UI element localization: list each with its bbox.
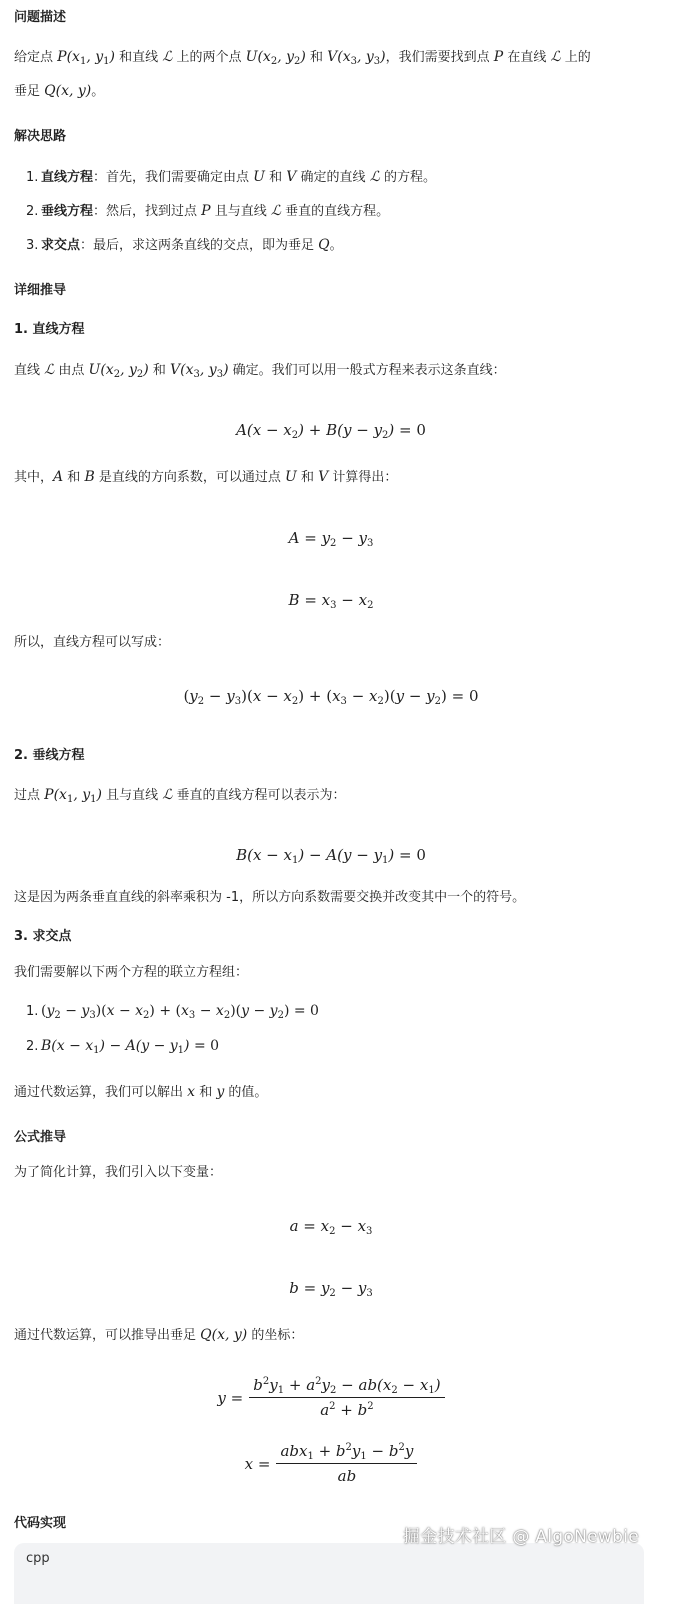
intersection-paragraph: 我们需要解以下两个方程的联立方程组：	[14, 965, 249, 980]
x-formula: x = $\frac{abx_1 + b^2y_1 - b^2y}{ab}$	[14, 1442, 648, 1485]
perpendicular-paragraph: 过点 $P(x_1$, $y_1$) 且与直线 ℒ 垂直的直线方程可以表示为：	[14, 787, 346, 805]
code-heading: 代码实现	[14, 1516, 67, 1531]
problem-paragraph-line-1: 给定点 $P(x_1$, $y_1$) 和直线 ℒ 上的两个点 $U(x_2$, $y_2$) 和 $V(x_3$, $y_3$)，我们需要找到点 P 在直线 ℒ 上的	[14, 49, 591, 67]
problem-text: 在直线	[507, 50, 547, 65]
problem-heading: 问题描述	[14, 10, 67, 25]
variable-b-equation: $b = y_2 - y_3$	[289, 1279, 373, 1299]
reason-paragraph: 这是因为两条垂直直线的斜率乘积为 -1，所以方向系数需要交换并改变其中一个的符号。	[14, 890, 526, 905]
problem-text: 。	[91, 84, 105, 99]
code-language-label: cpp	[26, 1551, 50, 1566]
problem-text: 给定点	[14, 50, 54, 65]
problem-paragraph-line-2: 垂足 Q(x, y)。	[14, 83, 105, 99]
solve-paragraph: 通过代数运算，我们可以解出 x 和 y 的值。	[14, 1084, 268, 1100]
y-formula: y = $\frac{b^2y_1 + a^2y_2 - ab(x_2 - x_1)}{a^2 + b^2}$	[14, 1376, 648, 1419]
problem-text: 上的两个点	[176, 50, 242, 65]
coefficient-a-equation: $A = y_2 - y_3$	[288, 529, 374, 549]
line-equation-heading: 1. 直线方程	[14, 322, 85, 337]
system-equation-2: 2. $B(x - x_1) - A(y - y_1) = 0$	[26, 1038, 220, 1056]
coefficient-paragraph: 其中，A 和 B 是直线的方向系数，可以通过点 U 和 V 计算得出：	[14, 469, 398, 485]
formula-derivation-heading: 公式推导	[14, 1130, 67, 1145]
derive-paragraph: 通过代数运算，可以推导出垂足 Q(x, y) 的坐标：	[14, 1327, 304, 1343]
variable-a-equation: $a = x_2 - x_3$	[289, 1217, 373, 1237]
problem-text: 上的	[564, 50, 591, 65]
simplify-paragraph: 为了简化计算，我们引入以下变量：	[14, 1165, 223, 1180]
problem-text: 和	[309, 50, 323, 65]
approach-item-3: 3. 求交点：最后，求这两条直线的交点，即为垂足 Q。	[26, 237, 343, 253]
perpendicular-heading: 2. 垂线方程	[14, 748, 85, 763]
line-general-equation: $A(x - x_2) + B(y - y_2) = 0$	[236, 421, 426, 441]
approach-heading: 解决思路	[14, 129, 67, 144]
perpendicular-equation: $B(x - x_1) - A(y - y_1) = 0$	[236, 846, 426, 866]
so-paragraph: 所以，直线方程可以写成：	[14, 635, 171, 650]
system-equation-1: 1. $(y_2 - y_3)(x - x_2) + (x_3 - x_2)(y - y_2) = 0$	[26, 1003, 319, 1021]
problem-text: 和直线	[119, 50, 159, 65]
approach-item-1: 1. 直线方程：首先，我们需要确定由点 U 和 V 确定的直线 ℒ 的方程。	[26, 169, 436, 185]
line-expanded-equation: $(y_2 - y_3)(x - x_2) + (x_3 - x_2)(y - y_2) = 0$	[183, 687, 479, 707]
problem-text: 垂足	[14, 84, 41, 99]
coefficient-b-equation: $B = x_3 - x_2$	[288, 591, 374, 611]
intersection-heading: 3. 求交点	[14, 929, 72, 944]
problem-text: ，我们需要找到点	[385, 50, 490, 65]
line-equation-paragraph: 直线 ℒ 由点 $U(x_2$, $y_2$) 和 $V(x_3$, $y_3$) 确定。我们可以用一般式方程来表示这条直线：	[14, 362, 506, 380]
watermark: 掘金技术社区 @ AlgoNewbie	[402, 1527, 639, 1547]
approach-item-2: 2. 垂线方程：然后，找到过点 P 且与直线 ℒ 垂直的直线方程。	[26, 203, 390, 219]
document	[14, 0, 664, 1604]
code-block[interactable]	[14, 1543, 644, 1604]
derivation-heading: 详细推导	[14, 283, 67, 298]
